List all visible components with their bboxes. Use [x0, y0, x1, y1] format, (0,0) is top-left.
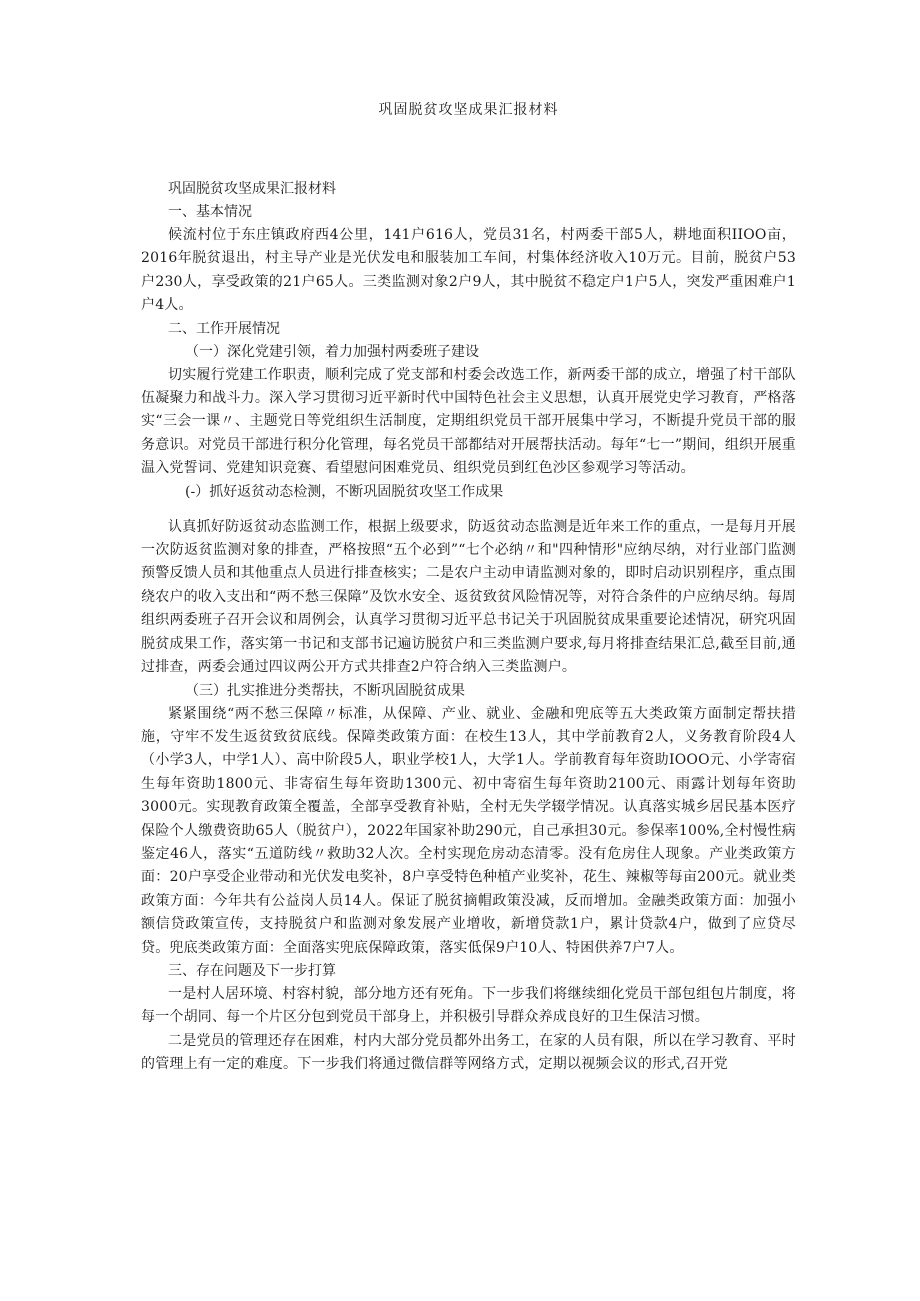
paragraph-monitoring: 认真抓好防返贫动态监测工作，根据上级要求，防返贫动态监测是近年来工作的重点，一是每月开展一次防返贫监测对象的排查，严格按照“五个必到”“七个必纳〃和"四种情形"应纳尽纳，对行业部门监测预警反馈人员和其他重点人员进行排查核实；二是农户主动申请监测对象的，即时启动识别程序，重点围绕农户的收入支出和“两不愁三保障”及饮水安全、返贫致贫风险情况等，对符合条件的户应纳尽纳。每周组织两委班子召开会议和周例会，认真学习贯彻习近平总书记关于巩固脱贫成果重要论述情况，研究巩固脱贫成果工作，落实第一书记和支部书记遍访脱贫户和三类监测户要求,每月将排查结果汇总,截至目前,通过排查，两委会通过四议两公开方式共排查2户符合纳入三类监测户。	[141, 518, 796, 676]
paragraph-problem-1: 一是村人居环境、村容村貌，部分地方还有死角。下一步我们将继续细化党员干部包组包片制度，将每一个胡同、每一个片区分包到党员干部身上，并积极引导群众养成良好的卫生保洁习惯。	[141, 985, 796, 1026]
document-subtitle: 巩固脱贫攻坚成果汇报材料	[168, 181, 336, 197]
document-title: 巩固脱贫攻坚成果汇报材料	[378, 102, 559, 118]
document-page	[141, 100, 796, 1077]
paragraph-assistance: 紧紧围绕“两不愁三保障〃标准，从保障、产业、就业、金融和兜底等五大类政策方面制定帮扶措施，守牢不发生返贫致贫底线。保障类政策方面：在校生13人，其中学前教育2人，义务教育阶段4人（小学3人，中学1人）、高中阶段5人，职业学校1人，大学1人。学前教育每年资助IOOO元、小学寄宿生每年资助1800元、非寄宿生每年资助1300元、初中寄宿生每年资助2100元、雨露计划每年资助3000元。实现教育政策全覆盖，全部享受教育补贴，全村无失学辍学情况。认真落实城乡居民基本医疗保险个人缴费资助65人（脱贫户），2022年国家补助290元，自己承担30元。参保率100%,全村慢性病鉴定46人，落实“五道防线〃救助32人次。全村实现危房动态清零。没有危房住人现象。产业类政策方面：20户享受企业带动和光伏发电奖补，8户享受特色种植产业奖补，花生、辣椒等每亩200元。就业类政策方面：今年共有公益岗人员14人。保证了脱贫摘帽政策没减，反而增加。金融类政策方面：加强小额信贷政策宣传，支持脱贫户和监测对象发展产业增收，新增贷款1户，累计贷款4户，做到了应贷尽贷。兜底类政策方面：全面落实兜底保障政策，落实低保9户10人、特困供养7户7人。	[141, 705, 796, 956]
section-heading-basic-info: 一、基本情况	[168, 204, 252, 220]
section-heading-problems: 三、存在问题及下一步打算	[168, 962, 336, 979]
paragraph-party-building: 切实履行党建工作职责，顺利完成了党支部和村委会改选工作，新两委干部的成立，增强了村干部队伍凝聚力和战斗力。深入学习贯彻习近平新时代中国特色社会主义思想，认真开展党史学习教育，严格落实“三会一课〃、主题党日等党组织生活制度，定期组织党员干部开展集中学习，不断提升党员干部的服务意识。对党员干部进行积分化管理，每名党员干部都结对开展帮扶活动。每年“七一”期间，组织开展重温入党誓词、党建知识竞赛、看望慰问困难党员、组织党员到红色沙区参观学习等活动。	[141, 366, 796, 477]
subsection-heading-party-building: （一）深化党建引领，着力加强村两委班子建设	[185, 343, 479, 360]
paragraph-basic-info: 候流村位于东庄镇政府西4公里，141户616人，党员31名，村两委干部5人，耕地面积IIOO亩，2016年脱贫退出，村主导产业是光伏发电和服装加工车间，村集体经济收入10万元。目前，脱贫户53户230人，享受政策的21户65人。三类监测对象2户9人，其中脱贫不稳定户1户5人，突发严重困难户1户4人。	[141, 227, 796, 314]
subsection-heading-monitoring: (-）抓好返贫动态检测，不断巩固脱贫攻坚工作成果	[185, 483, 504, 500]
section-heading-work: 二、工作开展情况	[168, 320, 280, 337]
paragraph-problem-2: 二是党员的管理还存在困难，村内大部分党员都外出务工，在家的人员有限，所以在学习教育、平时的管理上有一定的难度。下一步我们将通过微信群等网络方式，定期以视频会议的形式,召开党	[141, 1032, 796, 1073]
subsection-heading-assistance: （三）扎实推进分类帮扶，不断巩固脱贫成果	[185, 682, 465, 699]
